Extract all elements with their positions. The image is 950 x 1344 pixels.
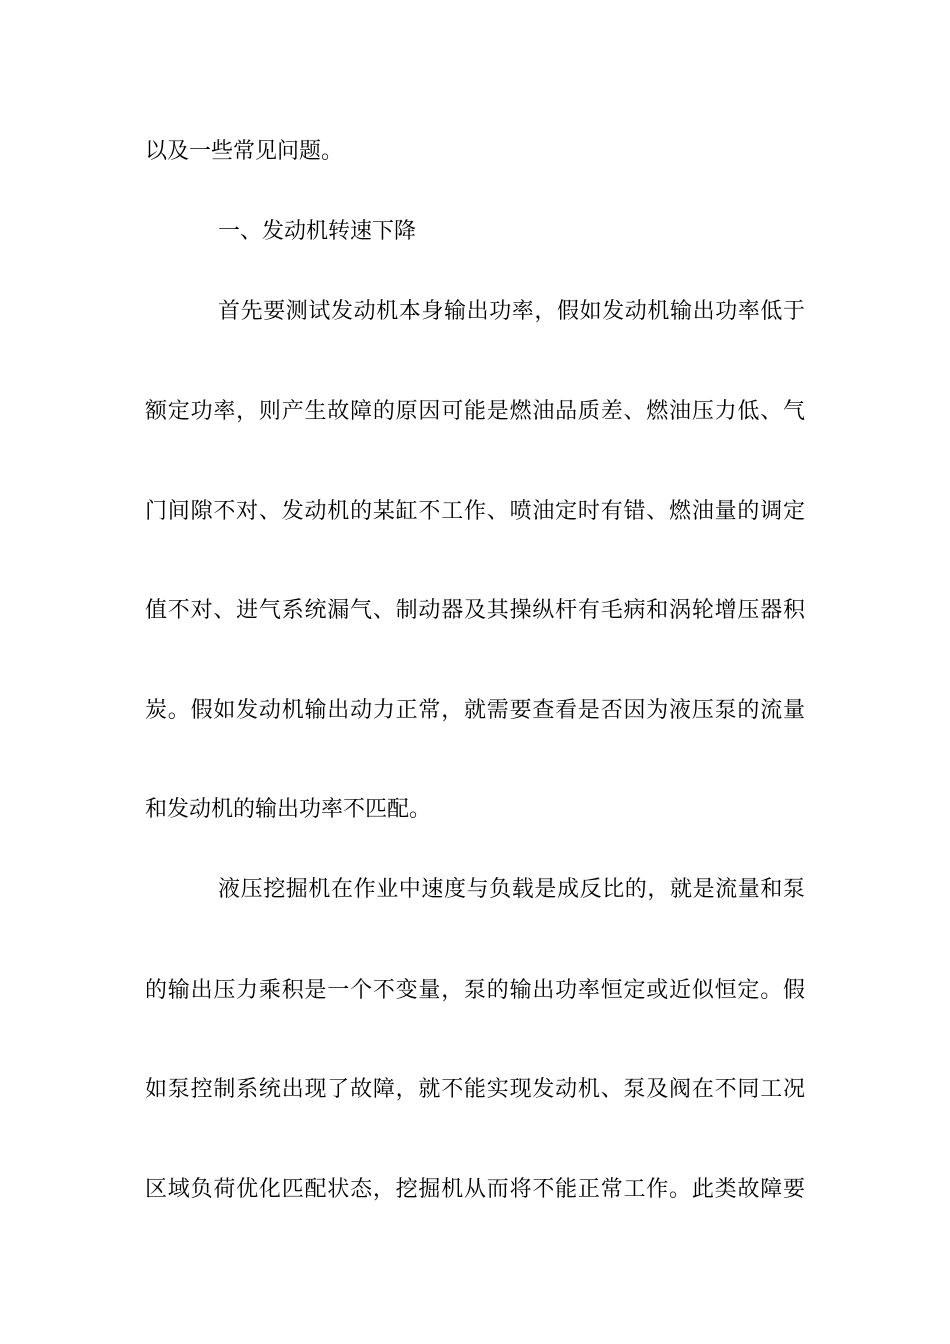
paragraph-line-12: 区域负荷优化匹配状态，挖掘机从而将不能正常工作。此类故障要 bbox=[145, 1177, 805, 1202]
paragraph-line-9: 液压挖掘机在作业中速度与负载是成反比的，就是流量和泵 bbox=[218, 877, 805, 902]
paragraph-line-5: 门间隙不对、发动机的某缸不工作、喷油定时有错、燃油量的调定 bbox=[145, 499, 805, 524]
paragraph-line-1: 以及一些常见问题。 bbox=[145, 139, 344, 164]
paragraph-line-3: 首先要测试发动机本身输出功率，假如发动机输出功率低于 bbox=[218, 299, 805, 324]
paragraph-line-10: 的输出压力乘积是一个不变量，泵的输出功率恒定或近似恒定。假 bbox=[145, 978, 805, 1003]
paragraph-line-7: 炭。假如发动机输出动力正常，就需要查看是否因为液压泵的流量 bbox=[145, 698, 805, 723]
paragraph-line-6: 值不对、进气系统漏气、制动器及其操纵杆有毛病和涡轮增压器积 bbox=[145, 598, 805, 623]
paragraph-line-4: 额定功率，则产生故障的原因可能是燃油品质差、燃油压力低、气 bbox=[145, 399, 805, 424]
section-heading: 一、发动机转速下降 bbox=[218, 219, 417, 244]
paragraph-line-11: 如泵控制系统出现了故障，就不能实现发动机、泵及阀在不同工况 bbox=[145, 1077, 805, 1102]
paragraph-line-8: 和发动机的输出功率不匹配。 bbox=[145, 797, 432, 822]
